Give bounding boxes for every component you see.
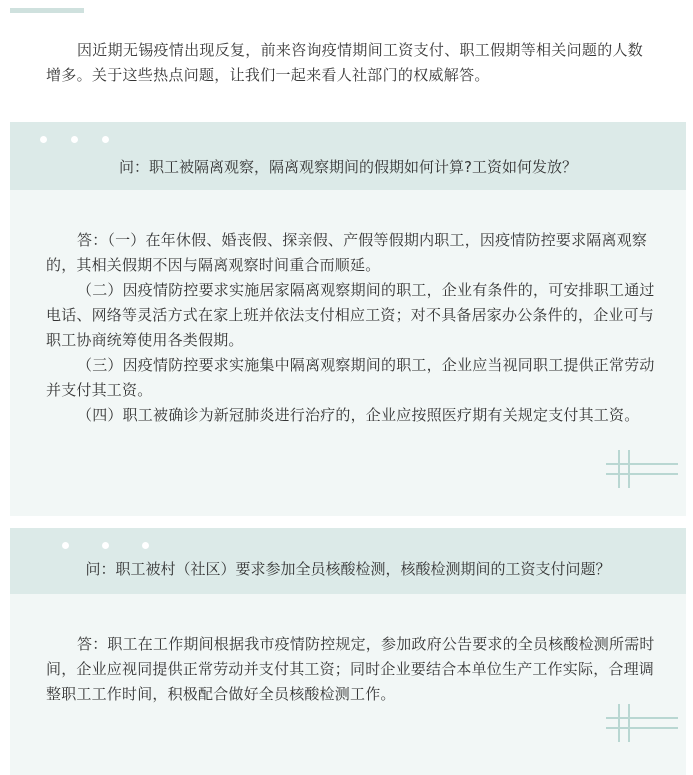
answer-text xyxy=(46,228,658,428)
answer-paragraph: （二）因疫情防控要求实施居家隔离观察期间的职工，企业有条件的，可安排职工通过电话、网络等灵活方式在家上班并依法支付相应工资；对不具备居家办公条件的，企业可与职工协商统筹使用各类假期。 xyxy=(46,281,655,349)
hash-decoration-icon xyxy=(606,450,678,488)
answer-body xyxy=(10,594,686,775)
question-header xyxy=(10,122,686,190)
qa-card-1 xyxy=(10,122,686,516)
answer-text xyxy=(46,632,658,707)
question-text: 问：职工被村（社区）要求参加全员核酸检测，核酸检测期间的工资支付问题？ xyxy=(85,560,611,578)
intro-paragraph: 因近期无锡疫情出现反复，前来咨询疫情期间工资支付、职工假期等相关问题的人数增多。关于这些热点问题，让我们一起来看人社部门的权威解答。 xyxy=(46,41,644,84)
answer-paragraph: 答：职工在工作期间根据我市疫情防控规定，参加政府公告要求的全员核酸检测所需时间，企业应视同提供正常劳动并支付其工资；同时企业要结合本单位生产工作实际，合理调整职工工作时间，积极配合做好全员核酸检测工作。 xyxy=(46,635,655,703)
question-header xyxy=(10,528,686,594)
question-text: 问：职工被隔离观察，隔离观察期间的假期如何计算?工资如何发放？ xyxy=(119,158,577,176)
qa-card-2 xyxy=(10,528,686,775)
answer-body xyxy=(10,190,686,516)
answer-paragraph: （四）职工被确诊为新冠肺炎进行治疗的，企业应按照医疗期有关规定支付其工资。 xyxy=(77,406,640,424)
top-accent-bar xyxy=(10,8,84,13)
answer-paragraph: 答：（一）在年休假、婚丧假、探亲假、产假等假期内职工，因疫情防控要求隔离观察的，其相关假期不因与隔离观察时间重合而顺延。 xyxy=(46,231,648,274)
hash-decoration-icon xyxy=(606,704,678,742)
answer-paragraph: （三）因疫情防控要求实施集中隔离观察期间的职工，企业应当视同职工提供正常劳动并支付其工资。 xyxy=(46,356,655,399)
